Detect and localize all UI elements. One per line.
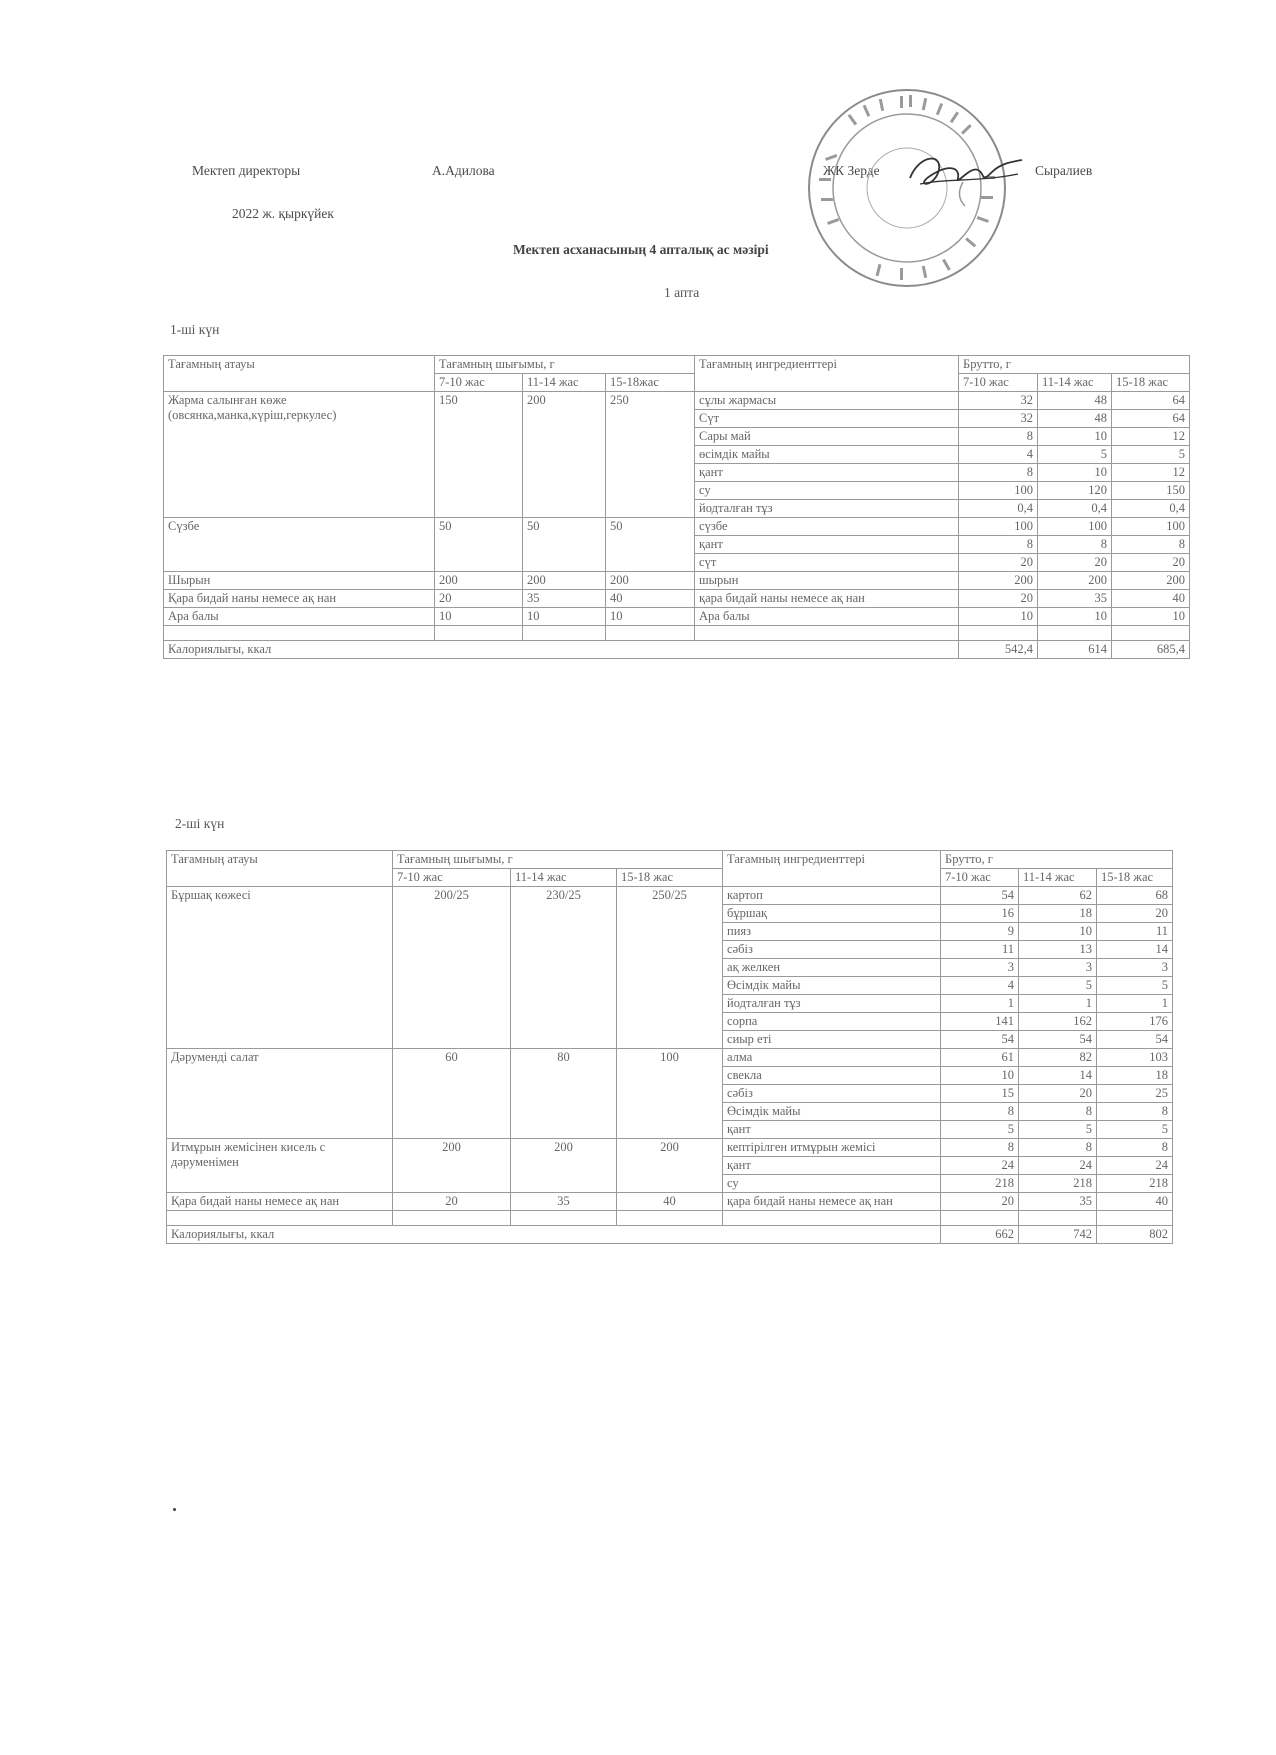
table-row [167, 1193, 1173, 1211]
brutto-value: 35 [1019, 1193, 1097, 1211]
ingredient-name: қант [695, 464, 959, 482]
brutto-value: 8 [959, 464, 1038, 482]
ingredient-name: шырын [695, 572, 959, 590]
dish-name-header: Тағамның атауы [164, 356, 435, 392]
calories-value: 542,4 [959, 641, 1038, 659]
ingredient-name: ақ желкен [723, 959, 941, 977]
dish-output: 10 [435, 608, 523, 626]
ingredients-header: Тағамның ингредиенттері [723, 851, 941, 887]
brutto-value: 18 [1097, 1067, 1173, 1085]
brutto-value: 5 [1097, 1121, 1173, 1139]
brutto-value: 5 [1019, 1121, 1097, 1139]
brutto-value: 64 [1112, 392, 1190, 410]
brutto-value: 103 [1097, 1049, 1173, 1067]
brutto-value: 100 [1038, 518, 1112, 536]
dish-output: 230/25 [511, 887, 617, 1049]
brutto-value: 54 [1019, 1031, 1097, 1049]
age-header: 11-14 жас [523, 374, 606, 392]
ingredient-name: Өсімдік майы [723, 1103, 941, 1121]
brutto-value: 54 [941, 1031, 1019, 1049]
brutto-value: 200 [959, 572, 1038, 590]
brutto-value: 0,4 [1038, 500, 1112, 518]
scan-speck [173, 1508, 176, 1511]
ingredient-name: су [695, 482, 959, 500]
dish-output: 50 [606, 518, 695, 572]
brutto-value: 3 [941, 959, 1019, 977]
table-row [167, 1139, 1173, 1157]
brutto-value: 24 [941, 1157, 1019, 1175]
ingredients-header: Тағамның ингредиенттері [695, 356, 959, 392]
brutto-value: 218 [941, 1175, 1019, 1193]
brutto-value: 32 [959, 392, 1038, 410]
brutto-age-header: 7-10 жас [941, 869, 1019, 887]
dish-output: 10 [606, 608, 695, 626]
brutto-value: 14 [1097, 941, 1173, 959]
brutto-value: 0,4 [1112, 500, 1190, 518]
brutto-value: 11 [1097, 923, 1173, 941]
brutto-age-header: 11-14 жас [1038, 374, 1112, 392]
dish-output: 200/25 [393, 887, 511, 1049]
brutto-value: 1 [941, 995, 1019, 1013]
dish-output: 10 [523, 608, 606, 626]
brutto-value: 40 [1097, 1193, 1173, 1211]
dish-output: 150 [435, 392, 523, 518]
brutto-value: 12 [1112, 428, 1190, 446]
brutto-value: 40 [1112, 590, 1190, 608]
approval-date: 2022 ж. қыркүйек [232, 206, 334, 221]
brutto-value: 32 [959, 410, 1038, 428]
company-person: Сыралиев [1035, 163, 1093, 178]
brutto-value: 4 [959, 446, 1038, 464]
company-label: ЖК Зерде [823, 163, 880, 178]
output-header: Тағамның шығымы, г [435, 356, 695, 374]
dish-name-header: Тағамның атауы [167, 851, 393, 887]
calories-label: Калориялығы, ккал [167, 1226, 941, 1244]
ingredient-name: қант [723, 1157, 941, 1175]
dish-name: Қара бидай наны немесе ақ нан [164, 590, 435, 608]
day1-label: 1-ші күн [170, 322, 220, 337]
brutto-value: 5 [1112, 446, 1190, 464]
brutto-value: 68 [1097, 887, 1173, 905]
brutto-value: 8 [1038, 536, 1112, 554]
brutto-value: 20 [941, 1193, 1019, 1211]
dish-name: Дәрумендi салат [167, 1049, 393, 1139]
table-row [164, 392, 1190, 410]
ingredient-name: сиыр еті [723, 1031, 941, 1049]
dish-output: 200 [606, 572, 695, 590]
ingredient-name: свекла [723, 1067, 941, 1085]
ingredient-name: картоп [723, 887, 941, 905]
brutto-header: Брутто, г [941, 851, 1173, 869]
dish-name: Шырын [164, 572, 435, 590]
spacer-row [164, 626, 1190, 641]
brutto-value: 176 [1097, 1013, 1173, 1031]
ingredient-name: Сүт [695, 410, 959, 428]
day2-menu-table [166, 850, 1173, 1244]
brutto-value: 35 [1038, 590, 1112, 608]
dish-output: 250 [606, 392, 695, 518]
ingredient-name: йодталған тұз [723, 995, 941, 1013]
calories-row [164, 641, 1190, 659]
brutto-value: 54 [1097, 1031, 1173, 1049]
ingredient-name: сәбіз [723, 1085, 941, 1103]
brutto-value: 100 [959, 518, 1038, 536]
day2-label: 2-ші күн [175, 816, 225, 831]
day1-menu-table [163, 355, 1190, 659]
brutto-value: 24 [1019, 1157, 1097, 1175]
brutto-value: 8 [941, 1103, 1019, 1121]
spacer-row [167, 1211, 1173, 1226]
dish-output: 60 [393, 1049, 511, 1139]
dish-output: 35 [523, 590, 606, 608]
director-signature-icon [900, 148, 1030, 198]
ingredient-name: Ара балы [695, 608, 959, 626]
brutto-value: 150 [1112, 482, 1190, 500]
brutto-value: 200 [1112, 572, 1190, 590]
dish-output: 35 [511, 1193, 617, 1211]
dish-output: 50 [435, 518, 523, 572]
dish-output: 20 [393, 1193, 511, 1211]
dish-name: Ара балы [164, 608, 435, 626]
dish-output: 80 [511, 1049, 617, 1139]
ingredient-name: Сары май [695, 428, 959, 446]
dish-output: 200 [511, 1139, 617, 1193]
brutto-value: 8 [1112, 536, 1190, 554]
table-row [164, 608, 1190, 626]
brutto-value: 20 [1097, 905, 1173, 923]
table-row [167, 1049, 1173, 1067]
brutto-value: 12 [1112, 464, 1190, 482]
dish-name: Жарма салынған көже (овсянка,манка,күріш,геркулес) [164, 392, 435, 518]
ingredient-name: сәбіз [723, 941, 941, 959]
dish-output: 200 [523, 572, 606, 590]
brutto-value: 3 [1019, 959, 1097, 977]
ingredient-name: Өсімдік майы [723, 977, 941, 995]
brutto-value: 1 [1019, 995, 1097, 1013]
brutto-value: 20 [1019, 1085, 1097, 1103]
calories-row [167, 1226, 1173, 1244]
brutto-value: 48 [1038, 392, 1112, 410]
age-header: 7-10 жас [435, 374, 523, 392]
ingredient-name: кептірілген итмұрын жемісі [723, 1139, 941, 1157]
brutto-age-header: 11-14 жас [1019, 869, 1097, 887]
brutto-value: 8 [959, 428, 1038, 446]
brutto-value: 48 [1038, 410, 1112, 428]
week-subtitle: 1 апта [664, 285, 700, 300]
age-header: 7-10 жас [393, 869, 511, 887]
brutto-value: 82 [1019, 1049, 1097, 1067]
brutto-value: 100 [959, 482, 1038, 500]
brutto-value: 4 [941, 977, 1019, 995]
calories-value: 802 [1097, 1226, 1173, 1244]
brutto-value: 14 [1019, 1067, 1097, 1085]
brutto-value: 5 [1097, 977, 1173, 995]
dish-output: 200 [393, 1139, 511, 1193]
brutto-value: 10 [1038, 428, 1112, 446]
brutto-value: 141 [941, 1013, 1019, 1031]
brutto-value: 8 [1019, 1139, 1097, 1157]
dish-output: 100 [617, 1049, 723, 1139]
dish-output: 200 [523, 392, 606, 518]
ingredient-name: сүзбе [695, 518, 959, 536]
ingredient-name: сорпа [723, 1013, 941, 1031]
calories-value: 614 [1038, 641, 1112, 659]
brutto-value: 218 [1019, 1175, 1097, 1193]
brutto-value: 62 [1019, 887, 1097, 905]
table-row [164, 518, 1190, 536]
brutto-value: 8 [941, 1139, 1019, 1157]
brutto-value: 18 [1019, 905, 1097, 923]
ingredient-name: йодталған тұз [695, 500, 959, 518]
dish-name: Итмұрын жемісінен кисель с дәруменімен [167, 1139, 393, 1193]
ingredient-name: бұршақ [723, 905, 941, 923]
brutto-value: 20 [959, 554, 1038, 572]
output-header: Тағамның шығымы, г [393, 851, 723, 869]
brutto-value: 5 [941, 1121, 1019, 1139]
director-label: Мектеп директоры [192, 163, 301, 178]
brutto-value: 8 [1097, 1103, 1173, 1121]
dish-output: 200 [435, 572, 523, 590]
ingredient-name: пияз [723, 923, 941, 941]
brutto-age-header: 15-18 жас [1097, 869, 1173, 887]
brutto-value: 100 [1112, 518, 1190, 536]
ingredient-name: алма [723, 1049, 941, 1067]
ingredient-name: қара бидай наны немесе ақ нан [723, 1193, 941, 1211]
brutto-value: 20 [1112, 554, 1190, 572]
ingredient-name: қант [723, 1121, 941, 1139]
ingredient-name: қант [695, 536, 959, 554]
brutto-value: 8 [1097, 1139, 1173, 1157]
age-header: 11-14 жас [511, 869, 617, 887]
brutto-value: 10 [959, 608, 1038, 626]
ingredient-name: су [723, 1175, 941, 1193]
brutto-value: 24 [1097, 1157, 1173, 1175]
brutto-age-header: 15-18 жас [1112, 374, 1190, 392]
brutto-value: 15 [941, 1085, 1019, 1103]
dish-output: 40 [606, 590, 695, 608]
brutto-value: 0,4 [959, 500, 1038, 518]
brutto-value: 5 [1038, 446, 1112, 464]
brutto-value: 10 [1019, 923, 1097, 941]
calories-value: 742 [1019, 1226, 1097, 1244]
brutto-value: 1 [1097, 995, 1173, 1013]
ingredient-name: сүт [695, 554, 959, 572]
dish-name: Қара бидай наны немесе ақ нан [167, 1193, 393, 1211]
brutto-value: 13 [1019, 941, 1097, 959]
brutto-value: 10 [1112, 608, 1190, 626]
table-row [167, 887, 1173, 905]
age-header: 15-18жас [606, 374, 695, 392]
dish-output: 250/25 [617, 887, 723, 1049]
ingredient-name: сұлы жармасы [695, 392, 959, 410]
ingredient-name: қара бидай наны немесе ақ нан [695, 590, 959, 608]
brutto-age-header: 7-10 жас [959, 374, 1038, 392]
brutto-value: 8 [959, 536, 1038, 554]
brutto-value: 25 [1097, 1085, 1173, 1103]
age-header: 15-18 жас [617, 869, 723, 887]
dish-name: Бұршақ көжесі [167, 887, 393, 1049]
dish-output: 20 [435, 590, 523, 608]
brutto-value: 120 [1038, 482, 1112, 500]
brutto-value: 5 [1019, 977, 1097, 995]
brutto-value: 61 [941, 1049, 1019, 1067]
brutto-value: 10 [941, 1067, 1019, 1085]
brutto-value: 10 [1038, 464, 1112, 482]
brutto-value: 3 [1097, 959, 1173, 977]
brutto-value: 11 [941, 941, 1019, 959]
brutto-value: 20 [959, 590, 1038, 608]
calories-value: 685,4 [1112, 641, 1190, 659]
page-title: Мектеп асханасының 4 апталық ас мәзірі [513, 242, 769, 257]
brutto-value: 64 [1112, 410, 1190, 428]
director-name: А.Адилова [432, 163, 495, 178]
table-row [164, 590, 1190, 608]
brutto-value: 218 [1097, 1175, 1173, 1193]
calories-value: 662 [941, 1226, 1019, 1244]
ingredient-name: өсімдік майы [695, 446, 959, 464]
brutto-value: 20 [1038, 554, 1112, 572]
calories-label: Калориялығы, ккал [164, 641, 959, 659]
dish-output: 200 [617, 1139, 723, 1193]
table-row [164, 572, 1190, 590]
dish-output: 40 [617, 1193, 723, 1211]
dish-output: 50 [523, 518, 606, 572]
dish-name: Сүзбе [164, 518, 435, 572]
brutto-value: 54 [941, 887, 1019, 905]
brutto-value: 162 [1019, 1013, 1097, 1031]
brutto-value: 9 [941, 923, 1019, 941]
brutto-value: 16 [941, 905, 1019, 923]
brutto-value: 200 [1038, 572, 1112, 590]
brutto-value: 8 [1019, 1103, 1097, 1121]
brutto-header: Брутто, г [959, 356, 1190, 374]
brutto-value: 10 [1038, 608, 1112, 626]
